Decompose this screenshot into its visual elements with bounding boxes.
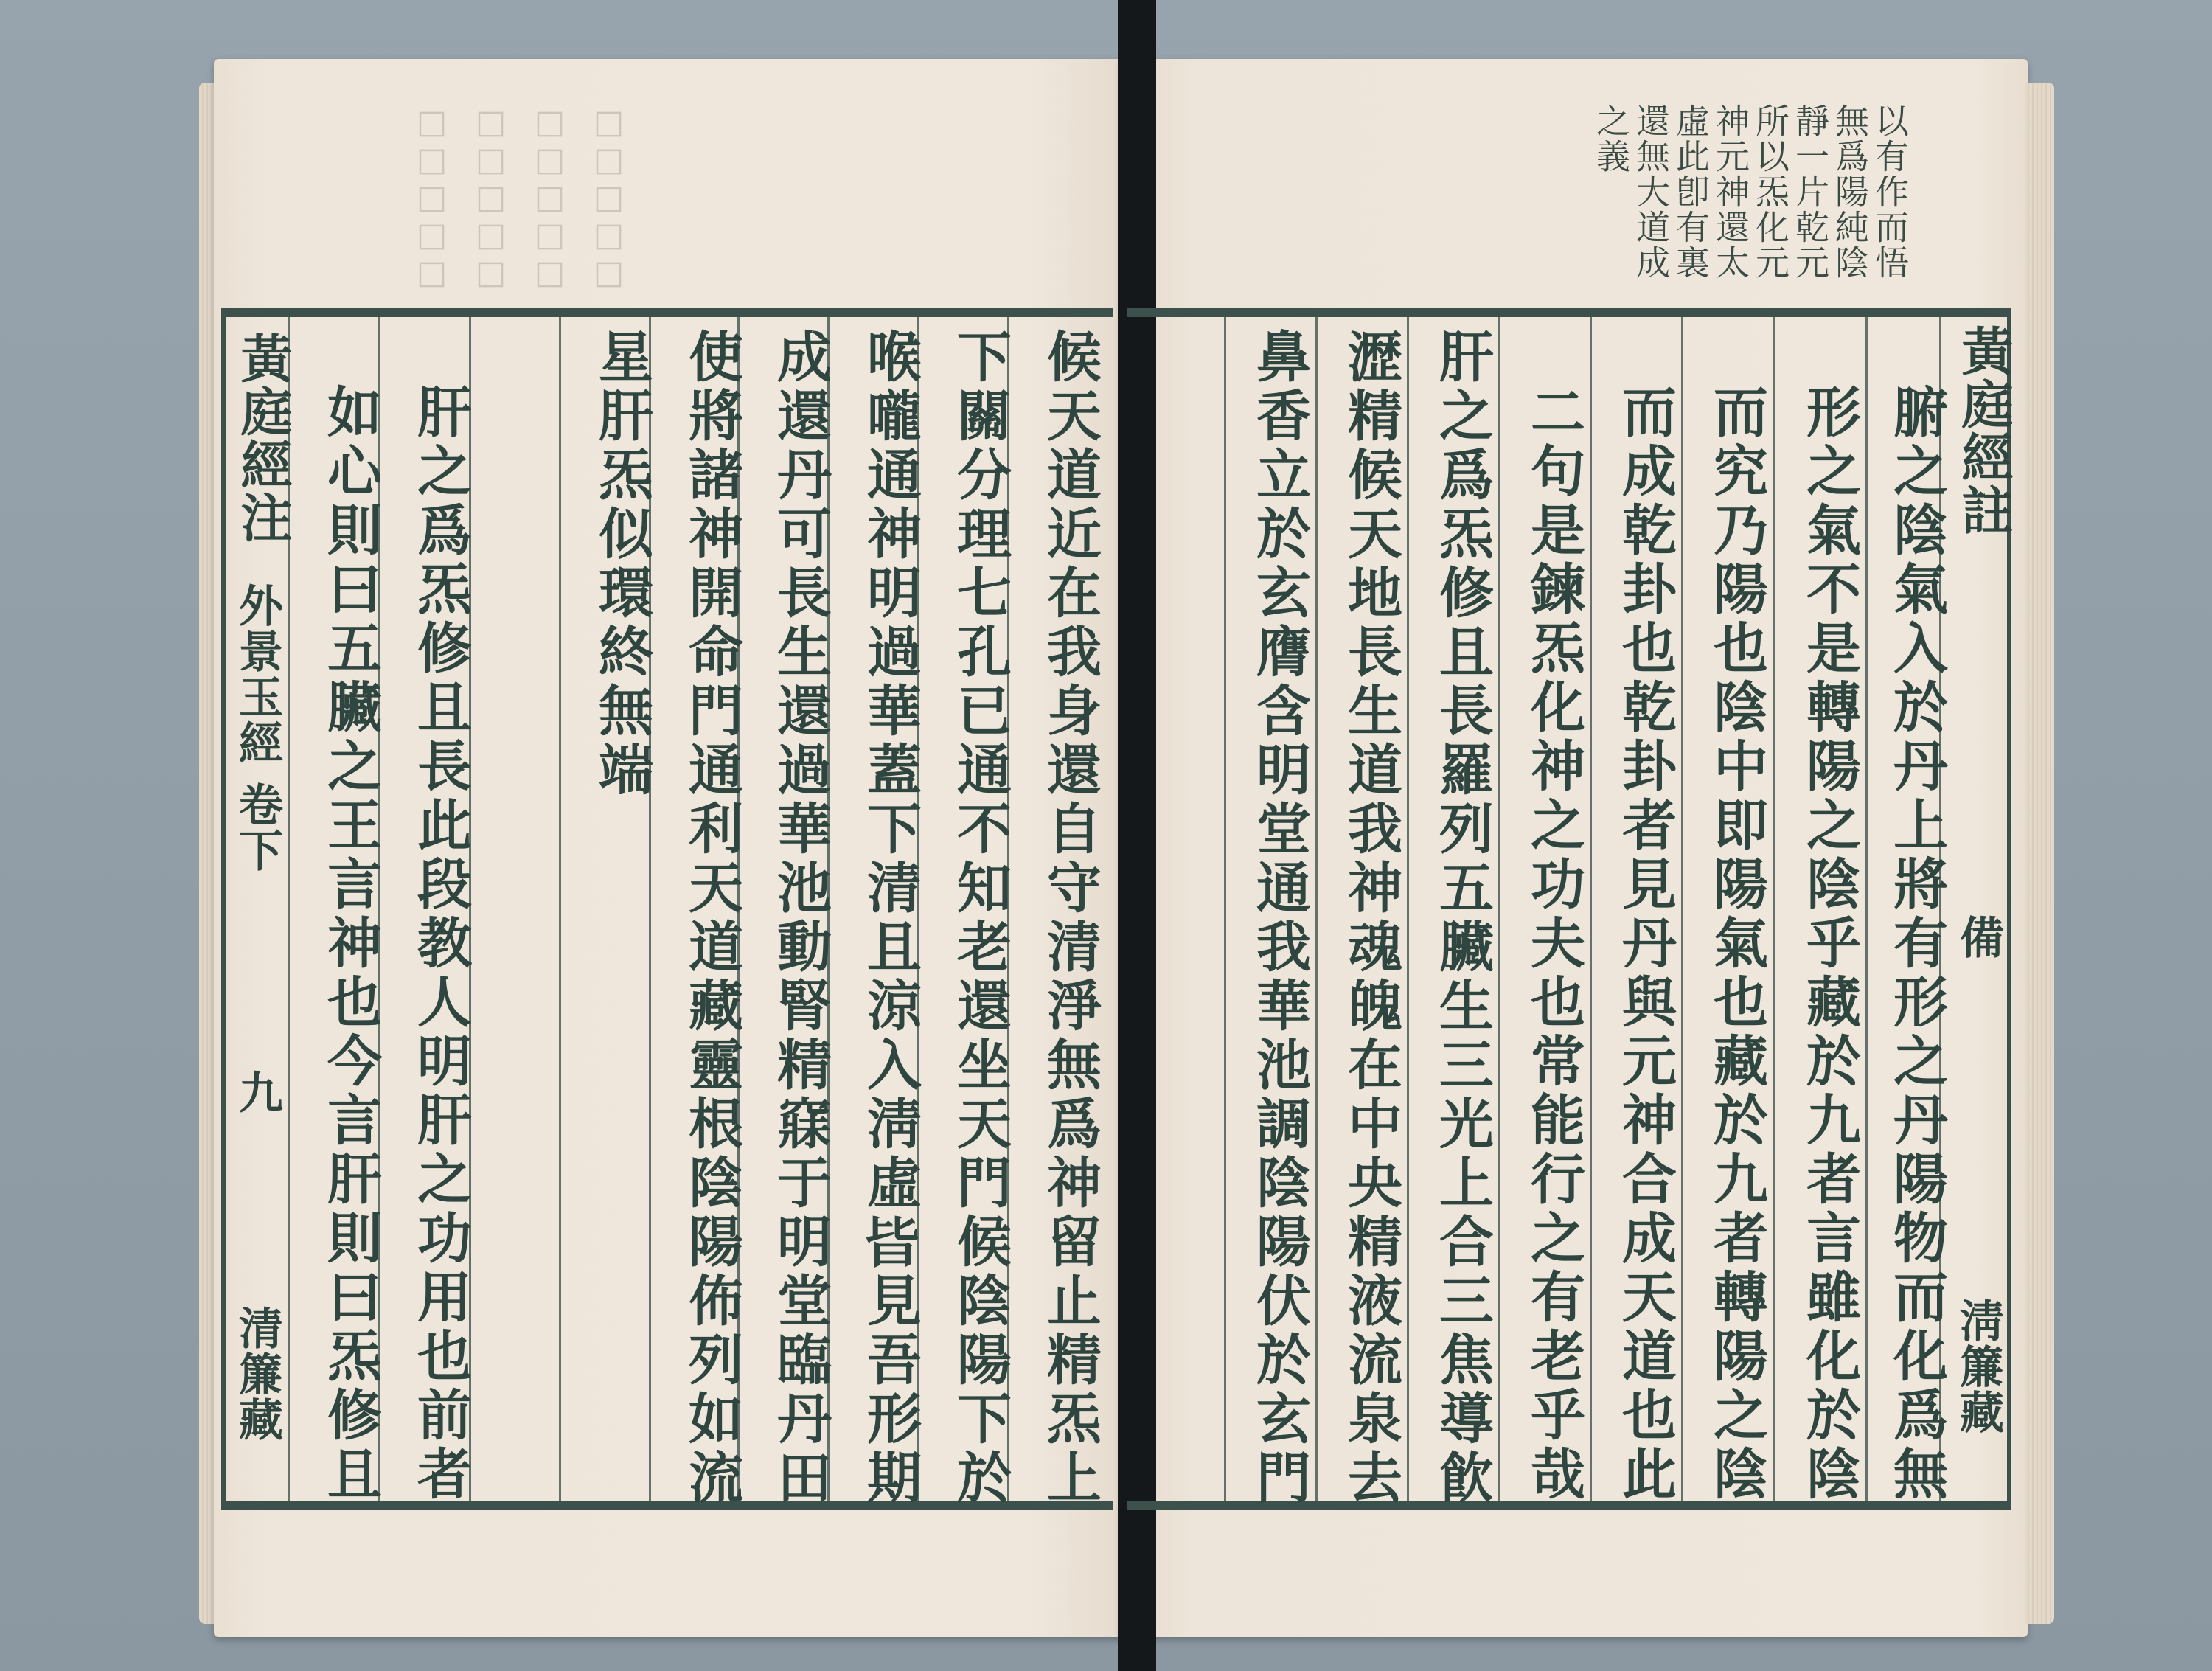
marginal-note-1: 以有作而悟: [1870, 103, 1910, 280]
text-column-5: 二句是鍊炁化神之功夫也常能行之有老乎哉: [1522, 383, 1585, 1504]
text-column-3: 喉嚨通神明過華蓋下清且涼入淸虛𣅜見吾形期: [858, 328, 922, 1508]
marginal-note-4: 所以炁化元: [1750, 103, 1790, 280]
right-page-edge: [2025, 83, 2054, 1624]
marginal-note-3: 靜一片乾元: [1790, 103, 1830, 280]
folio-side-mark: 備: [1952, 914, 2004, 960]
bleed-through: □□□□□: [413, 103, 451, 291]
marginal-note-6: 虛此卽有裏: [1671, 103, 1711, 280]
top-border-rule: [1127, 308, 2011, 317]
publisher-mark: 淸簾藏: [1952, 1298, 2004, 1435]
text-column-6: 星肝炁似環終無端: [590, 328, 653, 800]
text-column-7: 𤁋精候天地長生道我神魂魄在中央精液流泉去: [1339, 328, 1402, 1508]
header-title: 黃庭經註: [1953, 324, 2014, 537]
header-title: 黃庭經注: [232, 332, 293, 544]
text-column-1: 候天道近在我身還自守清淨無爲神留止精炁上: [1038, 328, 1102, 1508]
text-column-3: 而究乃陽也陰中即陽氣也藏於九者轉陽之陰: [1705, 383, 1768, 1504]
text-column-5: 使將諸神開命門通利天道藏靈根陰陽佈列如流: [680, 328, 743, 1508]
text-column-4: 而成乾卦也乾卦者見丹與元神合成天道也此: [1613, 383, 1677, 1504]
binding-ribbon: [1118, 0, 1156, 1671]
marginal-note-7: 還無大道成: [1631, 103, 1671, 280]
marginal-note-5: 神元神還太: [1711, 103, 1750, 280]
marginal-note-2: 無爲陽純陰: [1830, 103, 1870, 280]
marginal-note-8: 之義: [1591, 103, 1631, 174]
text-column-8: 鼻香立於玄膺含明堂通我華池調陰陽伏於玄門: [1248, 328, 1311, 1508]
folio-number: 九: [232, 1069, 283, 1115]
column-rule: [1224, 317, 1226, 1501]
bleed-through: □□□□□: [590, 103, 627, 291]
text-column-8: 如心則曰五臟之王言神也今言肝則曰炁修且: [319, 383, 382, 1504]
text-column-6: 肝之爲炁修且長羅列五臟生三光上合三焦導飮: [1430, 328, 1494, 1508]
bleed-through: □□□□□: [531, 103, 568, 291]
column-rule: [559, 317, 561, 1501]
text-column-1: 腑之陰氣入於丹上將有形之丹陽物而化爲無: [1885, 383, 1948, 1504]
text-column-7: 肝之爲炁修且長此段教人明肝之功用也前者: [408, 383, 472, 1504]
publisher-mark: 清簾藏: [232, 1305, 283, 1442]
text-column-4: 成還丹可長生還過華池動腎精𥧌于明堂臨丹田: [768, 328, 832, 1508]
text-column-2: 形之氣不是轉陽之陰乎藏於九者言雖化於陰: [1798, 383, 1861, 1504]
top-border-rule: [221, 308, 1113, 317]
header-subtitle: 外景玉經: [232, 583, 283, 765]
bleed-through: □□□□□: [472, 103, 509, 291]
text-column-2: 下關分理七孔已通不知老還坐天門候陰陽下於: [948, 328, 1012, 1508]
header-volume: 卷下: [232, 782, 283, 873]
